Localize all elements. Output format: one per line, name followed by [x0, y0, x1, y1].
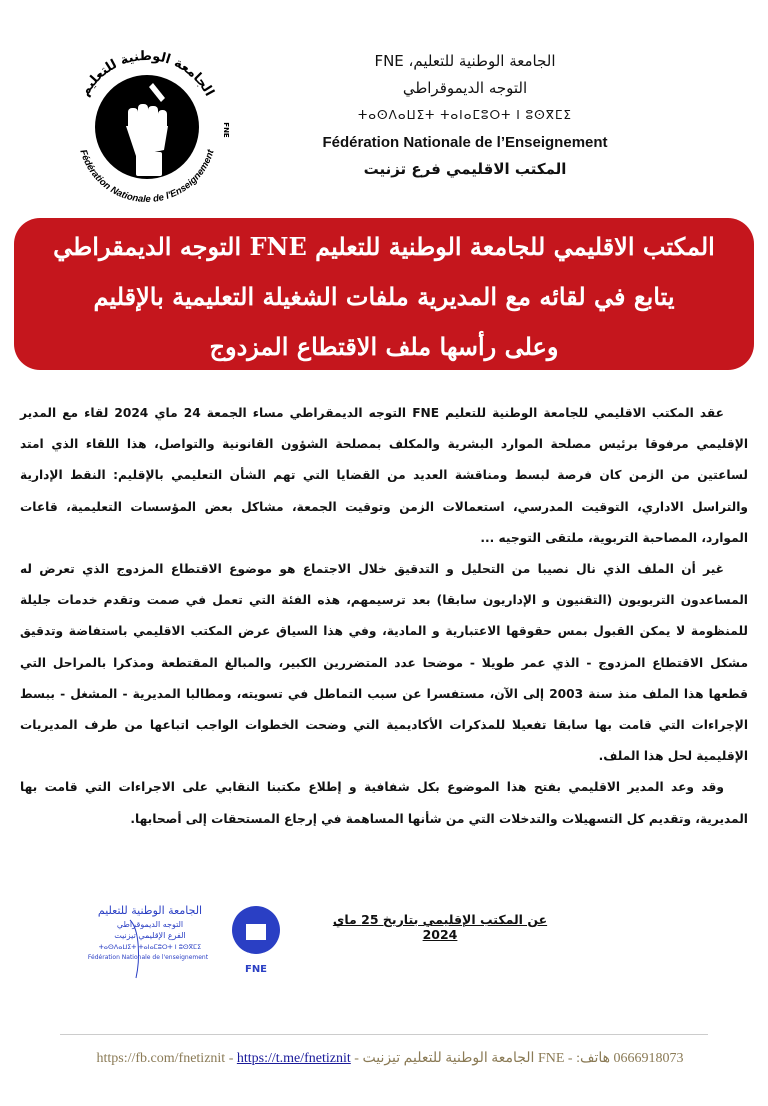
headline-line: المكتب الاقليمي للجامعة الوطنية للتعليم FNE التوجه الديمقراطي: [53, 232, 715, 261]
stamp-line: التوجه الديموقراطي: [116, 920, 184, 929]
telegram-link[interactable]: https://t.me/fnetiznit: [236, 1051, 351, 1066]
official-stamp: [70, 900, 300, 980]
headline-line: يتابع في لقائه مع المديرية ملفات الشغيلة التعليمية بالإقليم: [93, 282, 675, 311]
footer: [60, 1050, 720, 1067]
org-tendency: التوجه الديموقراطي: [402, 79, 528, 97]
stamp-line: ⵜⴰⵙⴷⴰⵡⵉⵜ ⵜⴰⵏⴰⵎⵓⵔⵜ ⵏ ⵓⵙⴳⵎⵉ: [98, 943, 202, 951]
paragraph: وقد وعد المدير الاقليمي بفتح هذا الموضوع بكل شفافية و إطلاع مكتبنا النقابي على الاجراءات التي قامت بها المديرية، وتقديم كل التسهيلات والتدخلات التي من شأنها المساهمة في إرجاع المستحقات إلى أصحابها.: [20, 780, 748, 826]
separator: -: [350, 1051, 363, 1066]
headline-line: وعلى رأسها ملف الاقتطاع المزدوج: [209, 332, 559, 361]
facebook-link[interactable]: https://fb.com/fnetiznit: [96, 1051, 226, 1066]
headline-banner: [14, 218, 754, 370]
stamp-line: الجامعة الوطنية للتعليم: [97, 904, 203, 917]
logo-top-text: الجامعة الوطنية للتعليم: [77, 48, 217, 99]
fne-logo: [58, 38, 236, 216]
branch-name: المكتب الاقليمي فرع تزنيت: [363, 160, 567, 178]
org-name-ar: الجامعة الوطنية للتعليم، FNE: [374, 52, 556, 70]
paragraph: غير أن الملف الذي نال نصيبا من التحليل و التدقيق خلال الاجتماع هو موضوع الاقتطاع المزدوج الذي تعرض له المساعدون التربويون (التقنيون و الإداريون سابقا) بعد ترسيمهم، هذه الفئة التي تعمل في صمت وتقدم خدمات جليلة للمنظومة لا يمكن القبول بمس حقوقها الاعتبارية و المادية، وفي هذا السياق عرض المكتب الاقليمي باستفاضة وتدقيق مشكل الاقتطاع المزدوج - الذي عمر طويلا - موضحا عدد المتضررين الكبير، والمبالغ المقتطعة ومذكرا بالمراحل التي قطعها هذا الملف منذ سنة 2003 إلى الآن، مستفسرا عن سبب التماطل في تسويته، ومطالبا المديرية - المشغل - ببسط الإجراءات التي قامت بها سابقا تفعيلا للمذكرات الأكاديمية التي وضحت الخطوات الواجب اتباعها من طرف المديريات الإقليمية لحل هذا الملف.: [20, 562, 749, 764]
organization-header: [300, 48, 630, 183]
footer-divider: [60, 1034, 708, 1035]
paragraph: عقد المكتب الاقليمي للجامعة الوطنية للتعليم FNE التوجه الديمقراطي مساء الجمعة 24 ماي 2024 لقاء مع المدير الإقليمي مرفوقا برئيس مصلحة الموارد البشرية والمكلف بمصلحة الشؤون القانونية والتواصل، هذا اللقاء الذي امتد لساعتين من الزمن كان فرصة لبسط ومناقشة العديد من القضايا التي تهم الشأن التعليمي بالإقليم: النقط الإدارية والتراسل الاداري، التوقيت المدرسي، استعمالات الزمن وتوقيت الجمعة، مشاكل بعض المؤسسات التعليمية، قاعات الموارد، المصاحبة التربوية، ملتقى التوجيه ...: [20, 406, 748, 545]
logo-bottom-text: Fédération Nationale de l'Enseignement: [77, 148, 217, 206]
stamp-line: Fédération Nationale de l'enseignement: [87, 954, 209, 961]
org-name-tifinagh: ⵜⴰⵙⴷⴰⵡⵉⵜ ⵜⴰⵏⴰⵎⵓⵔⵜ ⵏ ⵓⵙⴳⵎⵉ: [357, 108, 573, 122]
signature-date: عن المكتب الإقليمي بتاريخ 25 ماي 2024: [332, 912, 548, 942]
org-name-fr: Fédération Nationale de l’Enseignement: [322, 134, 608, 151]
contact-info: 0666918073 هاتف: - FNE الجامعة الوطنية للتعليم تيزنيت: [362, 1051, 684, 1066]
article-body: [20, 398, 748, 835]
stamp-logo-text: FNE: [244, 964, 268, 975]
stamp-line: الفرع الإقليمي تيزنيت: [114, 931, 186, 940]
logo-side-text: FNE: [222, 122, 230, 138]
separator: -: [225, 1051, 237, 1066]
